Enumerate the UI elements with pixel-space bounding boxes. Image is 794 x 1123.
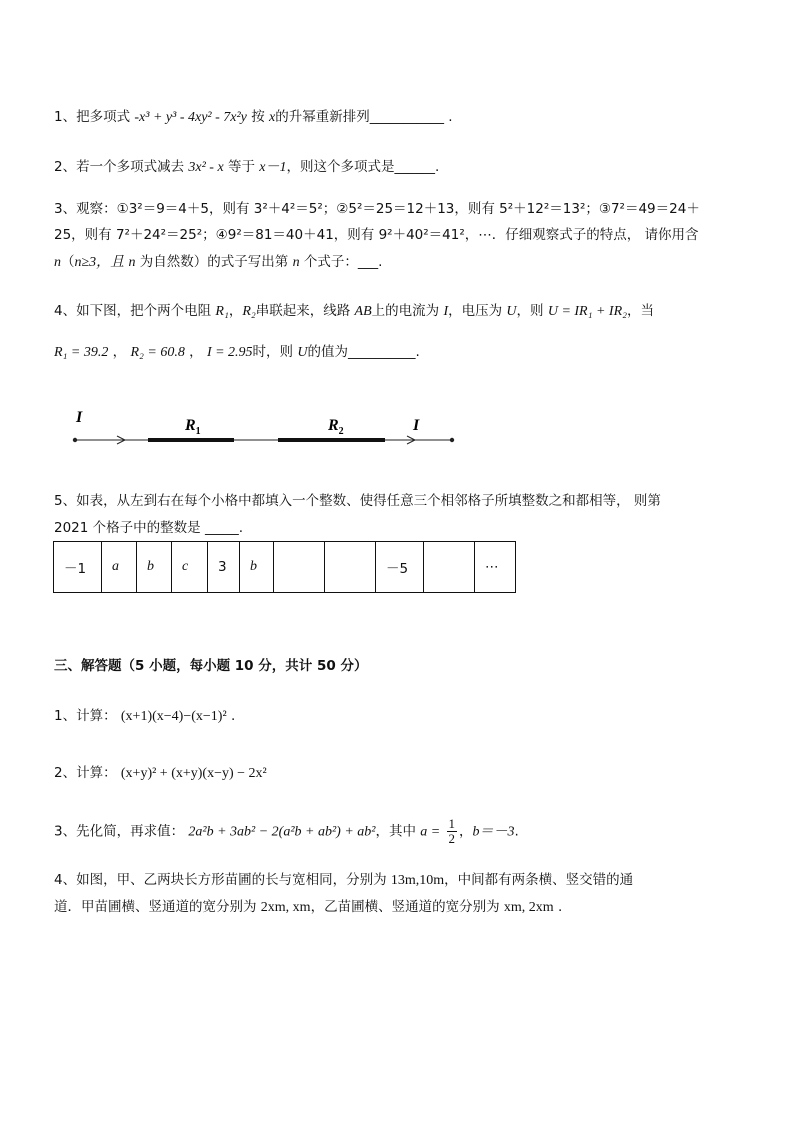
q4-mid: 串联起来，线路	[255, 303, 351, 319]
a1-expression: (x+1)(x−4)−(x−1)²	[120, 709, 227, 724]
circuit-terminal-left	[73, 438, 77, 442]
a4-line2-prefix: 道．甲苗圃横、竖通道的宽分别为	[54, 899, 257, 915]
q4-r1-value: R₁ = 39.2	[54, 345, 109, 360]
question-2	[54, 157, 439, 178]
q4-end-1: ，当	[627, 303, 654, 319]
grid-cell	[325, 542, 376, 593]
a4-dimensions: 13m,10m	[390, 873, 445, 888]
circuit-terminal-right	[450, 438, 454, 442]
answer-question-2	[54, 763, 267, 784]
q3-var-n-2: n	[128, 255, 136, 270]
question-4-line-1	[54, 301, 654, 322]
q4-r1: R₁	[215, 304, 229, 319]
grid-cell	[424, 542, 475, 593]
q2-prefix: 若一个多项式减去	[76, 159, 185, 175]
q4-r2: R₂	[242, 304, 256, 319]
a2-expression: (x+y)² + (x+y)(x−y) − 2x²	[120, 766, 267, 781]
grid-cell: a	[102, 542, 137, 593]
a4-post: ，中间都有两条横、竖交错的通	[444, 872, 634, 888]
q3-var-n: n	[54, 255, 61, 270]
q3-var-n-3: n	[292, 255, 300, 270]
q1-var: x	[269, 110, 276, 125]
q4-voltage: U	[506, 304, 517, 319]
q4-u: U	[297, 345, 308, 360]
circuit-label-r2-sub: 2	[338, 426, 344, 437]
q2-end: .	[435, 159, 440, 175]
q1-post: 的升幂重新排列	[275, 109, 370, 125]
question-3-line-1: 3、观察：①3²＝9＝4＋5，则有 3²＋4²＝5²；②5²＝25＝12＋13，则有 5²＋12²＝13²；③7²＝49＝24＋	[54, 201, 700, 217]
grid-cell: c	[172, 542, 208, 593]
question-5-line-2	[54, 518, 243, 538]
circuit-label-i-left: I	[76, 409, 83, 426]
a1-end: .	[230, 708, 236, 724]
section-3-heading: 三、解答题（5 小题，每小题 10 分，共计 50 分）	[54, 658, 368, 674]
question-3-line-3	[54, 252, 382, 273]
number-grid-table	[53, 541, 516, 593]
a3-a-eq: a =	[420, 824, 441, 840]
a3-sep: ，	[459, 823, 473, 840]
q4-i-value: I = 2.95	[206, 345, 253, 360]
question-4-line-2: R₁ = 39.2 ， R₂ = 60.8 ， I = 2.95时，则 U的值为__________.	[54, 344, 420, 360]
circuit-label-r1-text: R	[185, 417, 196, 434]
q3-end: .	[378, 254, 383, 270]
q4-ab: AB	[354, 304, 372, 319]
q2-number: 2、	[54, 159, 77, 175]
a3-number: 3、先化简，再求值：	[54, 823, 185, 840]
q3-text-2: 个式子：	[303, 254, 358, 270]
a4-widths-1: 2xm, xm	[260, 900, 311, 915]
a3-fraction-numerator: 1	[448, 816, 456, 831]
question-3-line-2: 25，则有 7²＋24²＝25²；④9²＝81＝40＋41，则有 9²＋40²＝41²，⋯．仔细观察式子的特点， 请你用含	[54, 227, 699, 243]
a3-expression: 2a²b + 3ab² − 2(a²b + ab²) + ab²	[188, 824, 376, 840]
answer-question-1	[54, 706, 235, 727]
grid-cell: ⋯	[475, 542, 516, 593]
q5-end: .	[238, 520, 243, 536]
q1-number: 1、	[54, 109, 77, 125]
grid-cell: －1	[54, 542, 102, 593]
circuit-label-r2-text: R	[328, 417, 339, 434]
circuit-label-r1	[184, 417, 201, 437]
q5-answer-blank[interactable]: _____	[204, 520, 239, 536]
circuit-diagram	[60, 400, 470, 455]
q3-paren: （	[61, 254, 75, 270]
circuit-label-i-right: I	[413, 417, 420, 434]
a1-number: 1、计算：	[54, 708, 117, 724]
q4-mid-2: 上的电流为	[371, 303, 440, 319]
grid-cell: b	[240, 542, 274, 593]
a3-fraction	[447, 817, 458, 846]
q1-end: .	[448, 109, 453, 125]
a2-number: 2、计算：	[54, 765, 117, 781]
a3-b-eq: b＝－3	[472, 824, 515, 840]
question-5-line-1: 5、如表，从左到右在每个小格中都填入一个整数、使得任意三个相邻格子所填整数之和都相等， 则第	[54, 493, 661, 509]
a3-fraction-denominator: 2	[448, 831, 456, 846]
q4-sep: ，	[228, 303, 243, 319]
q3-text: 为自然数）的式子写出第	[139, 254, 289, 270]
q4-time: 时，则	[252, 344, 294, 360]
q4-formula: U = IR₁ + IR₂	[547, 304, 627, 319]
answer-question-4-line-2	[54, 897, 562, 918]
circuit-label-r2	[327, 417, 344, 437]
question-1	[54, 107, 453, 128]
q4-prefix: 4、如下图，把个两个电阻	[54, 303, 212, 319]
answer-question-3	[54, 817, 519, 846]
q3-condition: n≥3，且	[74, 255, 125, 270]
q4-r2-value: R₂ = 60.8	[130, 345, 185, 360]
q4-current: I	[443, 304, 449, 319]
a4-widths-2: xm, 2xm	[503, 900, 554, 915]
q2-expression-2: x－1	[259, 160, 287, 175]
a4-line2-mid: ，乙苗圃横、竖通道的宽分别为	[310, 899, 500, 915]
a3-mid: ，其中	[375, 823, 416, 840]
q3-answer-blank[interactable]: ___	[357, 254, 379, 270]
q4-mid-4: ，则	[516, 303, 544, 319]
q1-prefix: 把多项式	[76, 109, 131, 125]
q2-mid: 等于	[227, 159, 255, 175]
q4-answer-blank[interactable]: __________	[347, 344, 416, 360]
q5-text: 2021 个格子中的整数是	[54, 520, 201, 536]
q1-answer-blank[interactable]: ___________	[369, 109, 444, 125]
grid-cell: b	[137, 542, 172, 593]
grid-cell: －5	[376, 542, 424, 593]
grid-cell	[274, 542, 325, 593]
q1-expression: -x³ + y³ - 4xy² - 7x²y	[134, 110, 247, 125]
q4-post: 的值为	[307, 344, 348, 360]
answer-question-4-line-1	[54, 870, 633, 891]
q2-expression: 3x² - x	[188, 160, 224, 175]
q4-mid-3: ，电压为	[448, 303, 503, 319]
grid-cell: 3	[208, 542, 240, 593]
grid-row	[54, 542, 516, 593]
q2-post: ，则这个多项式是	[286, 159, 395, 175]
q1-mid: 按	[251, 109, 265, 125]
a4-end: .	[557, 899, 563, 915]
circuit-label-r1-sub: 1	[195, 426, 201, 437]
q4-end: .	[415, 344, 420, 360]
q2-answer-blank[interactable]: ______	[394, 159, 435, 175]
a4-prefix: 4、如图，甲、乙两块长方形苗圃的长与宽相同，分别为	[54, 872, 387, 888]
a3-end: .	[514, 823, 519, 840]
